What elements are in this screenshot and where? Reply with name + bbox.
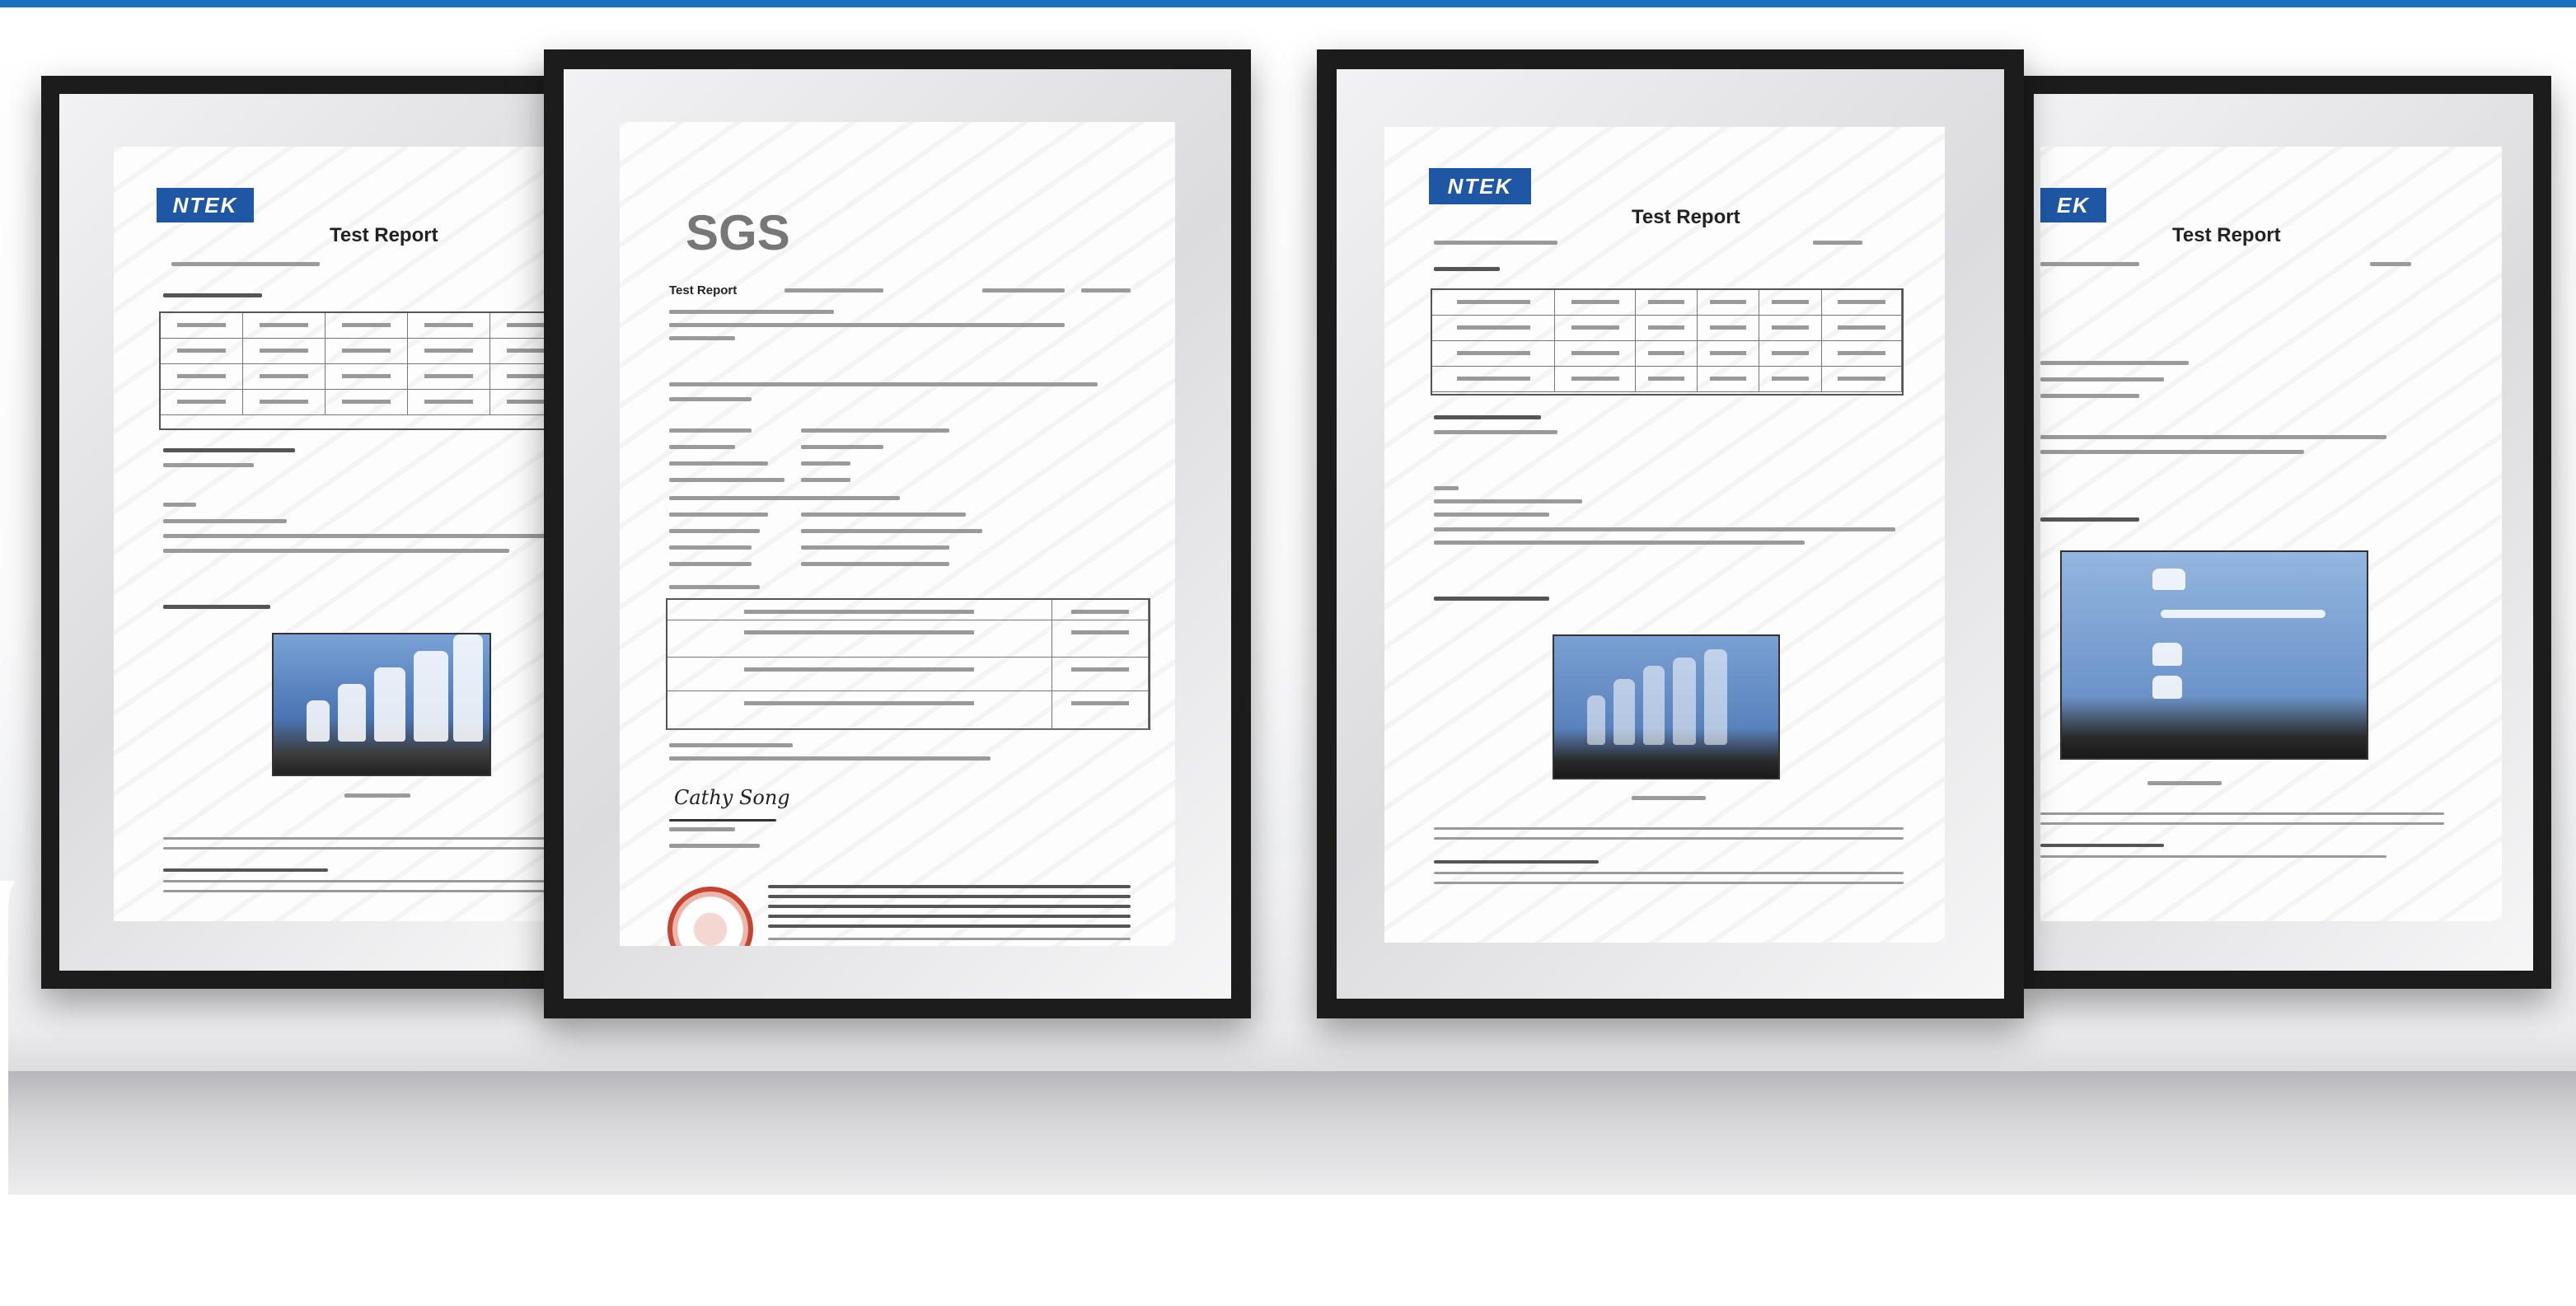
certificate-frame-2 (544, 49, 1251, 1018)
doc-title: Test Report (1632, 206, 1740, 228)
test-report-ntek-1 (114, 147, 569, 921)
test-report-sgs (620, 122, 1175, 946)
sgs-logo: SGS (686, 205, 790, 260)
certificate-frame-4 (2016, 76, 2551, 989)
ntek-logo: NTEK (1429, 168, 1531, 204)
doc-title: Test Report (2172, 224, 2281, 246)
floor-background (0, 1195, 2576, 1306)
official-seal (667, 887, 753, 946)
certificate-frame-3 (1317, 49, 2024, 1018)
sample-photo (1553, 634, 1780, 779)
signature: Cathy Song (674, 786, 790, 809)
shelf-edge (8, 1071, 2576, 1195)
ntek-logo: NTEK (157, 188, 254, 222)
top-accent-bar (0, 0, 2576, 7)
test-report-ntek-3 (1384, 127, 1945, 943)
sample-photo (2060, 550, 2368, 760)
certificate-frame-1 (41, 76, 569, 989)
sample-photo (272, 633, 491, 776)
ntek-logo: EK (2040, 188, 2106, 222)
test-report-ntek-4 (2040, 147, 2502, 921)
doc-title: Test Report (669, 283, 738, 297)
doc-title: Test Report (330, 224, 438, 246)
